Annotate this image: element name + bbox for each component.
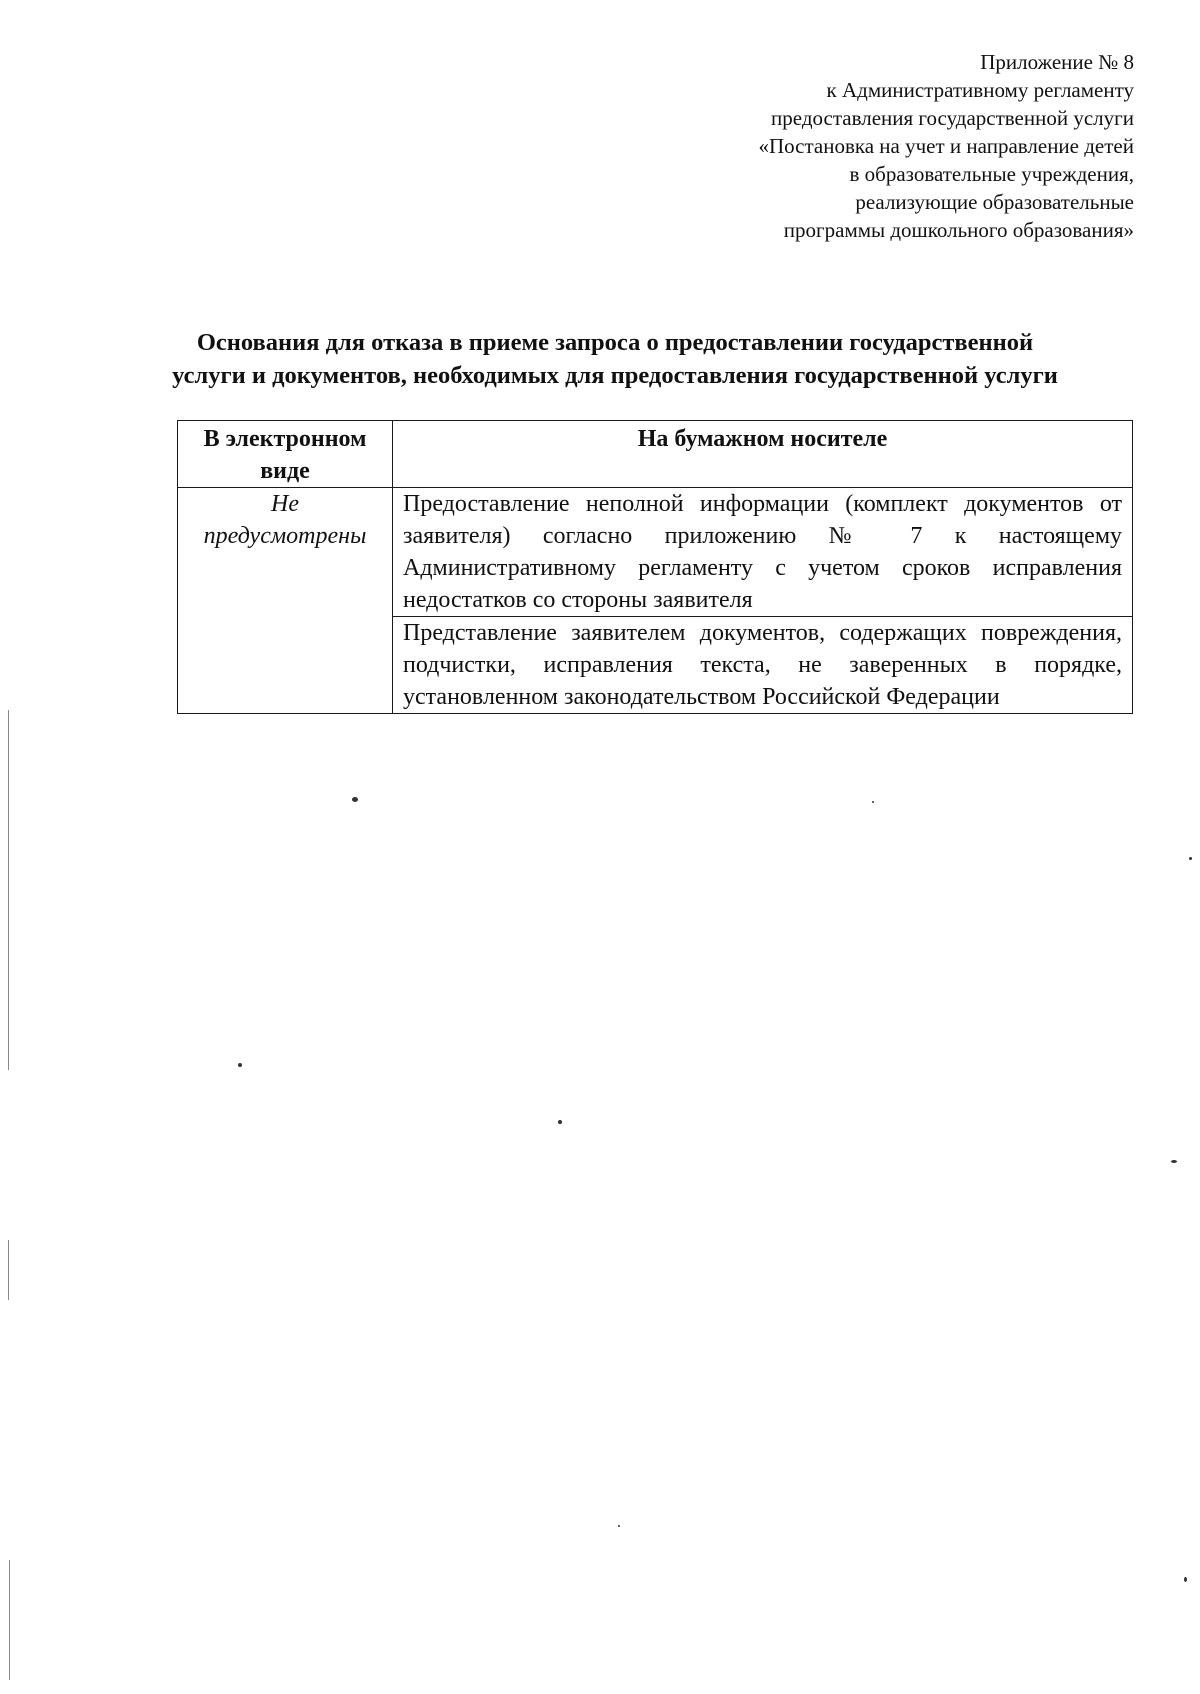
electronic-value: Не предусмотрены xyxy=(178,488,393,714)
appendix-line: к Административному регламенту xyxy=(826,78,1134,102)
scan-speck xyxy=(618,1525,620,1527)
document-title xyxy=(90,326,1140,392)
paper-reason: Представление заявителем документов, содержащих повреждения, подчистки, исправления текста, не заверенных в порядке, установленном законодательством Российской Федерации xyxy=(393,617,1133,714)
appendix-line: программы дошкольного образования» xyxy=(783,218,1134,242)
scan-edge-line xyxy=(9,1560,10,1680)
scan-speck xyxy=(1171,1160,1177,1163)
table-row xyxy=(178,488,1133,617)
appendix-line: «Постановка на учет и направление детей xyxy=(758,134,1134,158)
scan-edge-line xyxy=(8,1240,9,1300)
paper-reason: Предоставление неполной информации (комплект документов от заявителя) согласно приложению № 7 к настоящему Административному регламенту с учетом сроков исправления недостатков со стороны заявителя xyxy=(393,488,1133,617)
title-line: Основания для отказа в приеме запроса о предоставлении государственной xyxy=(196,329,1034,356)
scan-speck xyxy=(238,1063,242,1067)
appendix-line: реализующие образовательные xyxy=(855,190,1134,214)
refusal-grounds-table xyxy=(177,420,1133,714)
header-electronic: В электронном виде xyxy=(178,421,393,488)
scan-speck xyxy=(558,1120,562,1124)
scan-edge-line xyxy=(8,710,9,1070)
table-header-row xyxy=(178,421,1133,488)
header-paper: На бумажном носителе xyxy=(393,421,1133,488)
appendix-line: Приложение № 8 xyxy=(980,50,1134,74)
scan-speck xyxy=(352,797,358,802)
scan-speck xyxy=(1189,857,1192,860)
title-line: услуги и документов, необходимых для предоставления государственной услуги xyxy=(172,362,1058,389)
scan-speck xyxy=(872,801,874,803)
scan-speck xyxy=(1184,1577,1187,1582)
appendix-line: предоставления государственной услуги xyxy=(771,106,1134,130)
appendix-line: в образовательные учреждения, xyxy=(849,162,1134,186)
appendix-header xyxy=(574,48,1134,244)
